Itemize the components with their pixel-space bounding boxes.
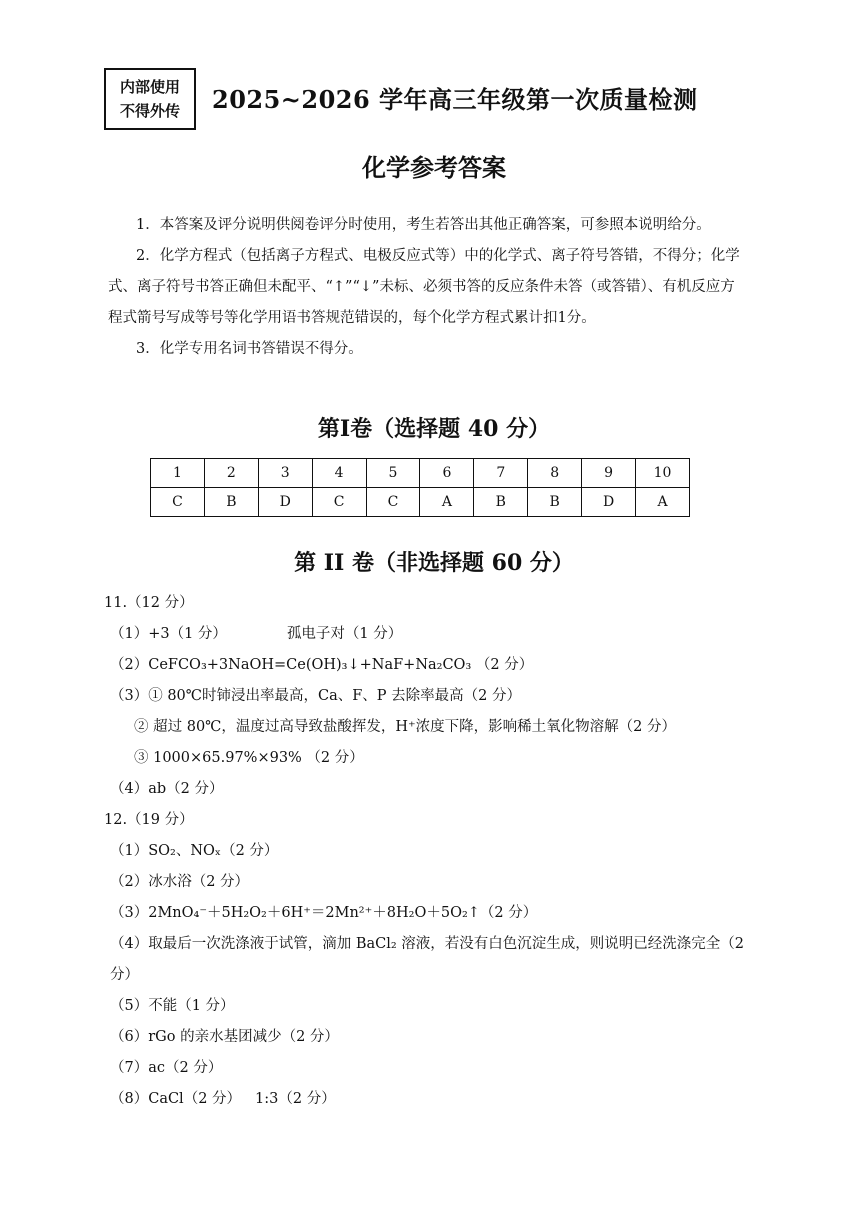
answer-cell: A bbox=[636, 488, 690, 517]
q11-answer-3-1: （3）① 80℃时铈浸出率最高，Ca、F、P 去除率最高（2 分） bbox=[110, 688, 522, 704]
answer-cell: D bbox=[582, 488, 636, 517]
question-number: 9 bbox=[582, 459, 636, 488]
q12-answer-8b: 1:3（2 分） bbox=[255, 1091, 336, 1107]
q11-answer-1 bbox=[104, 619, 754, 650]
question-number: 3 bbox=[258, 459, 312, 488]
question-number: 5 bbox=[366, 459, 420, 488]
q11-answer-1b: 孤电子对（1 分） bbox=[286, 626, 403, 642]
q12-answer-6: （6）rGo 的亲水基团减少（2 分） bbox=[110, 1029, 339, 1045]
question-number-row bbox=[151, 459, 690, 488]
q12-answer-1: （1）SO₂、NOₓ（2 分） bbox=[110, 843, 279, 859]
answer-cell: B bbox=[474, 488, 528, 517]
question-number: 2 bbox=[204, 459, 258, 488]
question-number: 4 bbox=[312, 459, 366, 488]
grading-note-2: 2．化学方程式（包括离子方程式、电极反应式等）中的化学式、离子符号答错，不得分；化学式、离子符号书答正确但未配平、“↑”“↓”未标、必须书答的反应条件未答（或答错）、有机反应方程式箭号写成等号等化学用语书答规范错误的，每个化学方程式累计扣1分。 bbox=[108, 248, 740, 326]
q12-answer-8a: （8）CaCl（2 分） bbox=[110, 1091, 242, 1107]
grading-note-3: 3．化学专用名词书答错误不得分。 bbox=[136, 341, 363, 357]
q11-answer-3-2: ② 超过 80℃，温度过高导致盐酸挥发，H⁺浓度下降，影响稀土氧化物溶解（2 分） bbox=[134, 719, 677, 735]
q12-answer-7: （7）ac（2 分） bbox=[110, 1060, 223, 1076]
q12-heading: 12.（19 分） bbox=[104, 812, 194, 828]
answer-cell: B bbox=[204, 488, 258, 517]
question-number: 8 bbox=[528, 459, 582, 488]
grading-note-1: 1．本答案及评分说明供阅卷评分时使用，考生若答出其他正确答案，可参照本说明给分。 bbox=[136, 217, 711, 233]
q11-answer-4: （4）ab（2 分） bbox=[110, 781, 224, 797]
question-number: 1 bbox=[151, 459, 205, 488]
question-number: 7 bbox=[474, 459, 528, 488]
free-response-answers bbox=[104, 588, 754, 1115]
q12-answer-3: （3）2MnO₄⁻＋5H₂O₂＋6H⁺＝2Mn²⁺＋8H₂O＋5O₂↑（2 分） bbox=[110, 905, 538, 921]
q11-answer-1a: （1）+3（1 分） bbox=[110, 626, 227, 642]
question-number: 10 bbox=[636, 459, 690, 488]
q11-heading: 11.（12 分） bbox=[104, 595, 194, 611]
answer-cell: C bbox=[312, 488, 366, 517]
question-number: 6 bbox=[420, 459, 474, 488]
q11-answer-3-3: ③ 1000×65.97%×93% （2 分） bbox=[134, 750, 364, 766]
answer-cell: B bbox=[528, 488, 582, 517]
q12-answer-8 bbox=[104, 1084, 754, 1115]
answer-cell: C bbox=[366, 488, 420, 517]
answer-key-subtitle: 化学参考答案 bbox=[362, 153, 506, 182]
section-1-heading: 第I卷（选择题 40 分） bbox=[317, 416, 551, 442]
q12-answer-4: （4）取最后一次洗涤液于试管，滴加 BaCl₂ 溶液，若没有白色沉淀生成，则说明已经洗涤完全（2 分） bbox=[110, 936, 745, 983]
internal-use-stamp bbox=[104, 68, 196, 130]
answer-row bbox=[151, 488, 690, 517]
grading-notes bbox=[108, 210, 748, 365]
answer-cell: A bbox=[420, 488, 474, 517]
answer-cell: C bbox=[151, 488, 205, 517]
q12-answer-5: （5）不能（1 分） bbox=[110, 998, 235, 1014]
stamp-line-1: 内部使用 bbox=[119, 78, 180, 96]
q12-answer-2: （2）冰水浴（2 分） bbox=[110, 874, 250, 890]
answer-cell: D bbox=[258, 488, 312, 517]
multiple-choice-answer-table bbox=[150, 458, 690, 517]
stamp-line-2: 不得外传 bbox=[119, 102, 180, 120]
section-2-heading: 第 II 卷（非选择题 60 分） bbox=[294, 550, 574, 576]
q11-answer-2: （2）CeFCO₃+3NaOH=Ce(OH)₃↓+NaF+Na₂CO₃ （2 分） bbox=[110, 657, 534, 673]
exam-title: 2025~2026 学年高三年级第一次质量检测 bbox=[212, 85, 698, 114]
